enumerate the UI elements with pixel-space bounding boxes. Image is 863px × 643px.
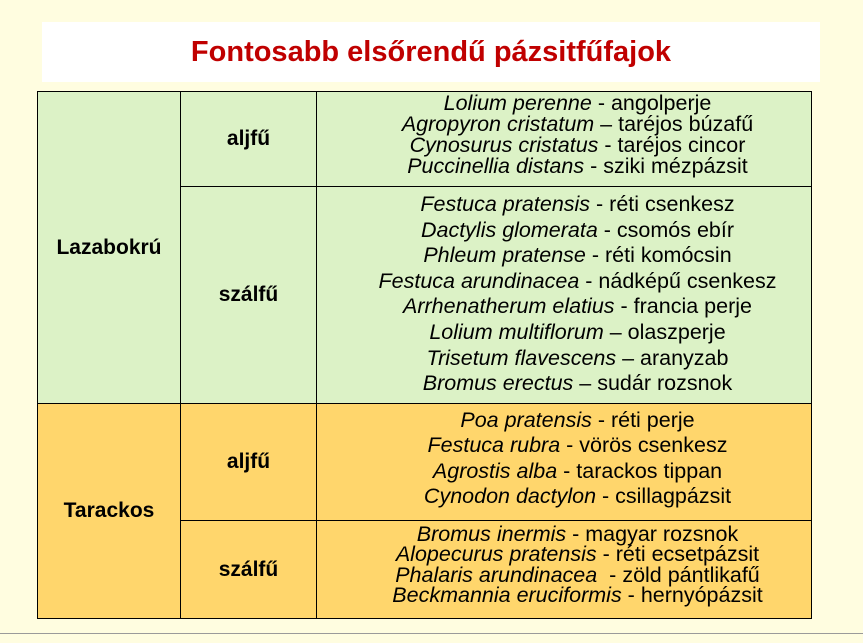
- species-separator: –: [603, 319, 628, 344]
- species-hungarian-name: olaszperje: [627, 319, 726, 344]
- species-line: [344, 320, 811, 346]
- group-label-lazabokru: Lazabokrú: [37, 91, 181, 404]
- species-line: [344, 192, 811, 218]
- species-line: [344, 294, 811, 320]
- species-hungarian-name: csillagpázsit: [615, 484, 732, 509]
- species-line: [344, 243, 811, 269]
- species-separator: -: [560, 433, 580, 458]
- species-latin-name: Agrostis alba: [432, 458, 558, 483]
- species-cell: [316, 403, 812, 521]
- species-hungarian-name: taréjos cincor: [617, 133, 746, 157]
- species-hungarian-name: tarackos tippan: [576, 458, 723, 483]
- species-line: [344, 408, 811, 433]
- species-latin-name: Poa pratensis: [460, 408, 592, 432]
- species-hungarian-name: aranyzab: [640, 345, 729, 370]
- species-hungarian-name: réti komócsin: [605, 243, 732, 268]
- species-line: [344, 484, 811, 509]
- species-line: [344, 93, 811, 114]
- species-separator: -: [585, 243, 605, 268]
- species-hungarian-name: hernyópázsit: [640, 583, 763, 608]
- species-latin-name: Lolium perenne: [443, 91, 592, 115]
- species-latin-name: Dactylis glomerata: [420, 217, 598, 242]
- species-cell: [316, 520, 812, 619]
- species-line: [344, 542, 811, 567]
- row-label-aljfu: aljfű: [180, 91, 317, 187]
- slide-title: Fontosabb elsőrendű pázsitfűfajok: [190, 35, 672, 68]
- species-latin-name: Beckmannia eruciformis: [392, 583, 622, 608]
- species-separator: -: [598, 133, 618, 157]
- species-latin-name: Phleum pratense: [423, 243, 586, 268]
- species-separator: -: [596, 484, 616, 509]
- species-line: [344, 371, 811, 397]
- species-separator: -: [590, 192, 610, 216]
- species-latin-name: Agropyron cristatum: [401, 112, 595, 136]
- species-hungarian-name: réti ecsetpázsit: [615, 542, 760, 567]
- species-separator: -: [614, 294, 634, 319]
- species-latin-name: Festuca arundinacea: [378, 268, 580, 293]
- species-line: [344, 459, 811, 484]
- species-hungarian-name: vörös csenkesz: [579, 433, 728, 458]
- species-separator: -: [584, 154, 604, 178]
- species-cell: [316, 91, 812, 187]
- title-box: [42, 22, 820, 82]
- species-separator: -: [591, 91, 611, 115]
- species-line: [344, 583, 811, 608]
- species-latin-name: Phalaris arundinacea: [395, 562, 598, 587]
- species-hungarian-name: réti csenkesz: [609, 192, 735, 216]
- species-separator: -: [621, 583, 641, 608]
- species-line: [344, 156, 811, 177]
- species-latin-name: Puccinellia distans: [407, 154, 585, 178]
- species-line: [344, 269, 811, 295]
- species-latin-name: Festuca rubra: [427, 433, 561, 458]
- row-label-aljfu: aljfű: [180, 403, 317, 521]
- species-separator: -: [597, 217, 617, 242]
- species-latin-name: Cynosurus cristatus: [409, 133, 599, 157]
- species-separator: –: [616, 345, 641, 370]
- species-hungarian-name: taréjos búzafű: [618, 112, 754, 136]
- group-label-tarackos: Tarackos: [37, 403, 181, 619]
- species-line: [344, 135, 811, 156]
- species-line: [344, 433, 811, 458]
- species-latin-name: Festuca pratensis: [420, 192, 591, 216]
- species-hungarian-name: sziki mézpázsit: [603, 154, 748, 178]
- species-latin-name: Arrhenatherum elatius: [403, 294, 615, 319]
- species-separator: -: [566, 522, 586, 546]
- species-separator: –: [573, 371, 598, 396]
- species-hungarian-name: francia perje: [633, 294, 752, 319]
- species-separator: -: [597, 562, 623, 587]
- species-latin-name: Cynodon dactylon: [423, 484, 597, 509]
- species-separator: -: [591, 408, 611, 432]
- species-latin-name: Bromus inermis: [416, 522, 567, 546]
- row-label-szalfu: szálfű: [180, 186, 317, 404]
- species-line: [344, 218, 811, 244]
- species-latin-name: Lolium multiflorum: [429, 319, 604, 344]
- species-separator: -: [596, 542, 616, 567]
- species-latin-name: Bromus erectus: [422, 371, 574, 396]
- species-separator: -: [557, 458, 577, 483]
- species-separator: -: [579, 268, 599, 293]
- species-line: [344, 562, 811, 587]
- footer-divider: [0, 633, 863, 634]
- species-separator: –: [594, 112, 619, 136]
- species-hungarian-name: sudár rozsnok: [597, 371, 733, 396]
- species-hungarian-name: magyar rozsnok: [585, 522, 739, 546]
- species-latin-name: Trisetum flavescens: [426, 345, 617, 370]
- species-line: [344, 114, 811, 135]
- species-hungarian-name: csomós ebír: [616, 217, 735, 242]
- species-hungarian-name: angolperje: [610, 91, 712, 115]
- species-cell: [316, 186, 812, 404]
- species-hungarian-name: zöld pántlikafű: [622, 562, 760, 587]
- species-line: [344, 346, 811, 372]
- species-latin-name: Alopecurus pratensis: [395, 542, 597, 567]
- species-line: [344, 524, 811, 544]
- row-label-szalfu: szálfű: [180, 520, 317, 619]
- species-hungarian-name: nádképű csenkesz: [598, 268, 777, 293]
- species-hungarian-name: réti perje: [610, 408, 695, 432]
